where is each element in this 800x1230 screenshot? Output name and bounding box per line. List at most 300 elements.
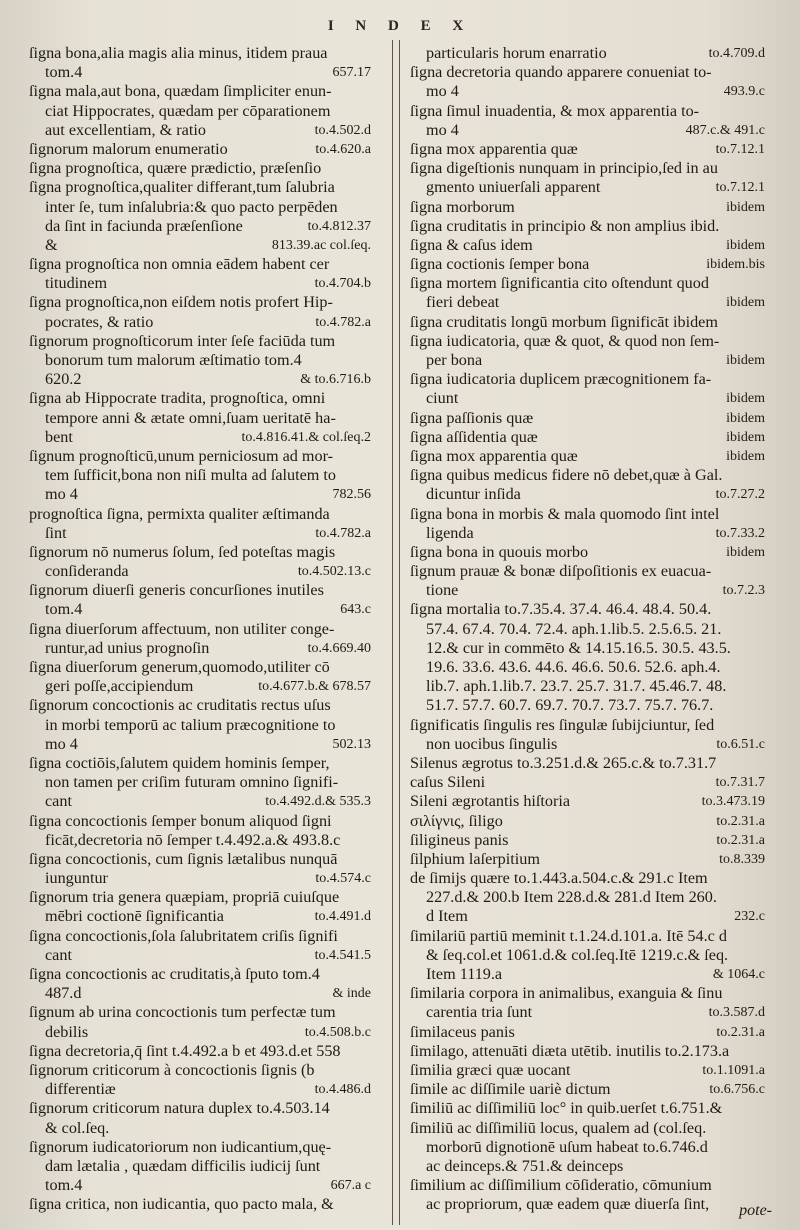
index-entry-line xyxy=(410,447,765,466)
entry-reference: to.4.508.b.c xyxy=(304,1024,371,1040)
entry-reference: to.2.31.a xyxy=(716,813,765,829)
entry-text: ſimiliū ac diſſimiliū locus, qualem ad (col.ſeq. xyxy=(410,1118,707,1137)
entry-reference: to.4.782.a xyxy=(315,525,371,541)
entry-reference: to.7.31.7 xyxy=(715,775,765,791)
index-entry-line xyxy=(29,485,371,504)
entry-text: aut excellentiam, & ratio xyxy=(45,120,206,139)
entry-text: ſigna quibus medicus fidere nō debet,quæ à Gal. xyxy=(410,466,723,485)
entry-reference: to.4.620.a xyxy=(315,141,371,157)
entry-reference: 643.c xyxy=(340,602,371,618)
entry-reference: 487.c.& 491.c xyxy=(685,122,765,138)
entry-reference: ibidem xyxy=(726,448,765,464)
entry-text: cant xyxy=(45,945,72,964)
entry-reference: to.1.1091.a xyxy=(702,1062,765,1078)
entry-reference: 502.13 xyxy=(332,736,371,752)
entry-text: Item 1119.a xyxy=(426,965,503,983)
entry-text: ſigna concoctionis ac cruditatis,à ſputo tom.4 xyxy=(29,965,320,983)
index-entry-line xyxy=(410,505,765,524)
entry-text: morborū dignotionē uſum habeat to.6.746.d xyxy=(426,1137,708,1156)
entry-text: tempore anni & ætate omni,ſuam ueritatē ha- xyxy=(45,408,336,427)
entry-reference: to.7.12.1 xyxy=(715,180,765,196)
index-entry-line xyxy=(29,121,371,140)
index-entry-line xyxy=(29,198,371,217)
entry-reference: 493.9.c xyxy=(723,84,765,100)
entry-reference: to.8.339 xyxy=(719,851,765,867)
index-entry-line xyxy=(410,850,765,869)
entry-text: ſigna prognoſtica,qualiter differant,tum ſalubria xyxy=(29,178,335,197)
entry-text: tom.4 xyxy=(45,1176,83,1195)
entry-reference: to.3.587.d xyxy=(708,1005,765,1021)
index-entry-line xyxy=(29,236,371,255)
index-entry-line xyxy=(410,1157,765,1176)
index-entry-line xyxy=(410,792,765,811)
index-entry-line xyxy=(410,370,765,389)
index-entry-line xyxy=(410,466,765,485)
entry-reference: to.7.27.2 xyxy=(715,487,765,503)
entry-text: ſigna aſſidentia quæ xyxy=(410,427,538,446)
entry-text: ſignorum nō numerus ſolum, ſed poteſtas magis xyxy=(29,542,336,561)
index-entry-line xyxy=(29,255,371,274)
index-entry-line xyxy=(410,82,765,101)
index-entry-line xyxy=(410,773,765,792)
entry-text: ſignorum criticorum à concoctionis ſignis (b xyxy=(29,1060,315,1079)
entry-text: ſiligineus panis xyxy=(410,830,509,849)
entry-reference: & to.6.716.b xyxy=(300,372,371,388)
index-entry-line xyxy=(410,409,765,428)
index-entry-line xyxy=(410,735,765,754)
entry-reference: 813.39.ac col.ſeq. xyxy=(271,237,371,253)
entry-text: prognoſtica ſigna, permixta qualiter æſtimanda xyxy=(29,504,330,523)
index-entry-line xyxy=(410,198,765,217)
entry-text: ſimilariū partiū meminit t.1.24.d.101.a. Itē 54.c d xyxy=(410,926,727,945)
index-entry-line xyxy=(29,1099,371,1118)
entry-text: gmento uniuerſali apparent xyxy=(426,178,601,197)
index-entry-line xyxy=(410,600,765,619)
index-entry-line xyxy=(29,1042,371,1061)
entry-text: ficāt,decretoria nō ſemper t.4.492.a.& 493.8.c xyxy=(45,830,341,849)
index-entry-line xyxy=(29,696,371,715)
entry-text: ac deinceps.& 751.& deinceps xyxy=(426,1156,624,1175)
index-entry-line xyxy=(410,927,765,946)
entry-text: ſigna mox apparentia quæ xyxy=(410,446,578,465)
index-entry-line xyxy=(29,581,371,600)
index-entry-line xyxy=(29,1195,371,1214)
entry-reference: 657.17 xyxy=(332,65,371,81)
entry-text: Sileni ægrotantis hiſtoria xyxy=(410,792,571,811)
entry-text: ſigna concoctionis,ſola ſalubritatem criſis ſignifi xyxy=(29,926,338,945)
entry-text: ſignorum prognoſticorum inter ſeſe faciūda tum xyxy=(29,331,336,350)
entry-text: ſigna coctionis ſemper bona xyxy=(410,255,590,274)
index-entry-line xyxy=(29,984,371,1003)
entry-text: 19.6. 33.6. 43.6. 44.6. 46.6. 50.6. 52.6. aph.4. xyxy=(426,658,721,676)
entry-text: carentia tria ſunt xyxy=(426,1003,533,1022)
index-entry-line xyxy=(29,63,371,82)
index-entry-line xyxy=(410,946,765,965)
entry-text: 620.2 xyxy=(45,370,82,389)
entry-text: conſideranda xyxy=(45,562,129,581)
index-entry-line xyxy=(29,1119,371,1138)
index-entry-line xyxy=(29,792,371,811)
entry-text: ſigna paſſionis quæ xyxy=(410,408,534,427)
index-entry-line xyxy=(410,1119,765,1138)
entry-text: ſignorum malorum enumeratio xyxy=(29,139,228,158)
entry-reference: to.4.574.c xyxy=(315,871,371,887)
entry-text: mo 4 xyxy=(45,485,78,504)
index-entry-line xyxy=(410,716,765,735)
entry-text: ſignum ab urina concoctionis tum perfectæ tum xyxy=(29,1003,336,1022)
index-entry-line xyxy=(410,293,765,312)
entry-text: tem ſufficit,bona non niſi multa ad ſalutem to xyxy=(45,466,337,485)
entry-text: ſigna coctiōis,ſalutem quidem hominis ſemper, xyxy=(29,753,330,772)
index-entry-line xyxy=(410,1099,765,1118)
entry-text: ſigna & caſus idem xyxy=(410,235,533,254)
entry-reference: ibidem.bis xyxy=(706,257,765,273)
entry-text: titudinem xyxy=(45,274,108,293)
entry-reference: to.4.502.d xyxy=(314,122,371,138)
index-entry-line xyxy=(29,82,371,101)
entry-text: 227.d.& 200.b Item 228.d.& 281.d Item 260. xyxy=(426,888,717,907)
index-entry-line xyxy=(410,1042,765,1061)
entry-text: & xyxy=(45,235,58,254)
index-entry-line xyxy=(410,869,765,888)
entry-text: ſimilaceus panis xyxy=(410,1022,515,1041)
index-entry-line xyxy=(29,639,371,658)
entry-reference: to.2.31.a xyxy=(716,1024,765,1040)
entry-text: & col.ſeq. xyxy=(45,1118,110,1137)
index-entry-line xyxy=(29,946,371,965)
entry-text: ſimilia græci quæ uocant xyxy=(410,1060,571,1079)
index-entry-line xyxy=(410,44,765,63)
index-entry-line xyxy=(410,236,765,255)
index-entry-line xyxy=(29,1061,371,1080)
entry-text: ſignum prauæ & bonæ diſpoſitionis ex euacua- xyxy=(410,562,712,581)
entry-text: geri poſſe,accipiendum xyxy=(45,677,194,696)
index-entry-line xyxy=(410,274,765,293)
entry-text: ſigna iudicatoria, quæ & quot, & quod non ſem- xyxy=(410,331,720,350)
entry-reference: to.4.812.37 xyxy=(307,218,371,234)
index-entry-line xyxy=(410,677,765,696)
index-entry-line xyxy=(410,1176,765,1195)
entry-reference: to.4.492.d.& 535.3 xyxy=(265,794,371,810)
index-entry-line xyxy=(29,428,371,447)
index-entry-line xyxy=(410,696,765,715)
entry-text: mo 4 xyxy=(426,120,459,139)
index-entry-line xyxy=(410,255,765,274)
entry-reference: 782.56 xyxy=(332,487,371,503)
entry-text: ſigna iudicatoria duplicem præcognitionem fa- xyxy=(410,370,712,389)
index-entry-line xyxy=(29,524,371,543)
entry-reference: to.4.782.a xyxy=(315,314,371,330)
index-entry-line xyxy=(29,178,371,197)
entry-reference: & 1064.c xyxy=(712,967,765,982)
index-entry-line xyxy=(410,217,765,236)
entry-text: bent xyxy=(45,427,73,446)
entry-reference: to.6.51.c xyxy=(716,736,765,752)
index-entry-line xyxy=(29,831,371,850)
entry-text: particularis horum enarratio xyxy=(426,44,607,62)
index-entry-line xyxy=(410,178,765,197)
entry-text: ſigna mortem ſignificantia cito oſtendunt quod xyxy=(410,274,709,293)
index-entry-line xyxy=(29,140,371,159)
index-entry-line xyxy=(29,332,371,351)
index-entry-line xyxy=(29,1157,371,1176)
entry-reference: to.4.491.d xyxy=(314,909,371,925)
index-entry-line xyxy=(29,1003,371,1022)
index-entry-line xyxy=(29,562,371,581)
entry-reference: ibidem xyxy=(726,429,765,445)
index-entry-line xyxy=(29,351,371,370)
index-entry-line xyxy=(410,140,765,159)
entry-text: non uocibus ſingulis xyxy=(426,734,558,753)
entry-text: ſimilaria corpora in animalibus, exanguia & ſinu xyxy=(410,984,723,1003)
index-entry-line xyxy=(410,313,765,332)
entry-reference: ibidem xyxy=(726,237,765,253)
entry-text: ſigna concoctionis, cum ſignis lætalibus nunquā xyxy=(29,849,338,868)
index-column-left xyxy=(29,44,371,1214)
entry-reference: to.4.669.40 xyxy=(307,640,371,656)
index-entry-line xyxy=(29,313,371,332)
entry-text: caſus Sileni xyxy=(410,773,486,792)
entry-text: ſigna concoctionis ſemper bonum aliquod ſigni xyxy=(29,811,332,830)
entry-reference: to.4.704.b xyxy=(314,276,371,292)
entry-text: da ſint in faciunda præſenſione xyxy=(45,216,243,235)
index-entry-line xyxy=(410,524,765,543)
entry-text: ſimile ac diſſimile uariè dictum xyxy=(410,1080,611,1099)
entry-text: mo 4 xyxy=(426,82,459,101)
index-entry-line xyxy=(29,389,371,408)
entry-text: differentiæ xyxy=(45,1080,116,1099)
index-entry-line xyxy=(29,754,371,773)
entry-text: ſigna bona,alia magis alia minus, itidem praua xyxy=(29,44,328,62)
index-entry-line xyxy=(410,562,765,581)
entry-reference: to.7.12.1 xyxy=(715,141,765,157)
entry-text: ſigna bona in morbis & mala quomodo ſint intel xyxy=(410,504,720,523)
index-entry-line xyxy=(29,159,371,178)
index-entry-line xyxy=(29,907,371,926)
entry-text: 57.4. 67.4. 70.4. 72.4. aph.1.lib.5. 2.5.6.5. 21. xyxy=(426,619,722,638)
entry-text: ſigna prognoſtica,non eiſdem notis profert Hip- xyxy=(29,293,333,312)
entry-reference: to.4.502.13.c xyxy=(297,564,371,580)
entry-text: ſigna mortalia to.7.35.4. 37.4. 46.4. 48.4. 50.4. xyxy=(410,600,712,619)
index-entry-line xyxy=(29,658,371,677)
entry-text: ſigna prognoſtica non omnia eādem habent cer xyxy=(29,255,330,274)
index-entry-line xyxy=(29,543,371,562)
entry-text: debilis xyxy=(45,1022,89,1041)
index-entry-line xyxy=(410,1061,765,1080)
entry-reference: to.4.486.d xyxy=(314,1082,371,1098)
index-entry-line xyxy=(410,984,765,1003)
entry-reference: to.3.473.19 xyxy=(701,794,765,810)
index-entry-line xyxy=(410,1138,765,1157)
entry-text: mo 4 xyxy=(45,734,78,753)
catchword: pote- xyxy=(739,1202,772,1219)
entry-reference: to.4.709.d xyxy=(708,46,765,61)
column-rule xyxy=(399,40,400,1225)
entry-text: ſigna prognoſtica, quære prædictio, præſenſio xyxy=(29,159,322,178)
entry-text: ſigna mala,aut bona, quædam ſimpliciter enun- xyxy=(29,82,332,101)
entry-text: tom.4 xyxy=(45,63,83,82)
index-entry-line xyxy=(410,1023,765,1042)
entry-text: runtur,ad unius prognoſin xyxy=(45,638,210,657)
index-entry-line xyxy=(29,293,371,312)
entry-text: & ſeq.col.et 1061.d.& col.ſeq.Itē 1219.c.& ſeq. xyxy=(426,945,729,964)
index-entry-line xyxy=(410,1003,765,1022)
entry-text: ſigna digeſtionis nunquam in principio,ſed in au xyxy=(410,159,718,178)
entry-text: cant xyxy=(45,792,72,811)
entry-text: 12.& cur in commēto & 14.15.16.5. 30.5. 43.5. xyxy=(426,638,731,657)
entry-text: 487.d xyxy=(45,984,82,1003)
index-entry-line xyxy=(410,63,765,82)
index-entry-line xyxy=(410,428,765,447)
index-entry-line xyxy=(410,1080,765,1099)
entry-text: d Item xyxy=(426,907,468,926)
entry-text: ſignorum concoctionis ac cruditatis rectus uſus xyxy=(29,696,331,715)
index-entry-line xyxy=(410,888,765,907)
entry-text: per bona xyxy=(426,351,483,369)
index-entry-line xyxy=(410,332,765,351)
entry-text: ſignorum criticorum natura duplex to.4.503.14 xyxy=(29,1099,330,1118)
index-entry-line xyxy=(29,600,371,619)
entry-reference: 232.c xyxy=(734,909,765,925)
entry-text: ac propriorum, quæ eadem quæ diuerſa ſint, xyxy=(426,1195,710,1214)
entry-text: ſignorum tria genera quæpiam, propriā cuiuſque xyxy=(29,888,340,907)
entry-reference: to.2.31.a xyxy=(716,832,765,848)
index-entry-line xyxy=(410,121,765,140)
index-entry-line xyxy=(29,1023,371,1042)
entry-text: tom.4 xyxy=(45,600,83,619)
entry-text: mēbri coctionē ſignificantia xyxy=(45,907,224,926)
index-entry-line xyxy=(410,812,765,831)
entry-text: σιλίγνις, ſiligo xyxy=(410,811,503,830)
index-entry-line xyxy=(29,1176,371,1195)
entry-text: ſignorum diuerſi generis concurſiones inutiles xyxy=(29,581,324,600)
entry-text: ciat Hippocrates, quædam per cōparationem xyxy=(45,101,331,120)
entry-text: ſigna ab Hippocrate tradita, prognoſtica, omni xyxy=(29,389,326,408)
entry-text: de ſimijs quære to.1.443.a.504.c.& 291.c Item xyxy=(410,869,708,888)
entry-text: inter ſe, tum inſalubria:& quo pacto perpēden xyxy=(45,197,338,216)
entry-text: iunguntur xyxy=(45,869,108,888)
entry-reference: to.4.677.b.& 678.57 xyxy=(258,679,371,695)
index-entry-line xyxy=(29,102,371,121)
entry-text: ſimilago, attenuāti diæta utētib. inutilis to.2.173.a xyxy=(410,1041,730,1060)
entry-text: non tamen per criſim futuram omnino ſignifi- xyxy=(45,773,339,792)
entry-text: Silenus ægrotus to.3.251.d.& 265.c.& to.7.31.7 xyxy=(410,753,717,772)
index-entry-line xyxy=(29,735,371,754)
entry-text: ſigna diuerſorum generum,quomodo,utiliter cō xyxy=(29,658,330,676)
index-entry-line xyxy=(29,409,371,428)
entry-text: 51.7. 57.7. 60.7. 69.7. 70.7. 73.7. 75.7. 76.7. xyxy=(426,696,714,715)
entry-text: ſigna decretoria quando apparere conueniat to- xyxy=(410,63,712,82)
entry-text: ſigna decretoria,q̄ ſint t.4.492.a b et 493.d.et 558 xyxy=(29,1041,341,1060)
index-entry-line xyxy=(410,754,765,773)
index-entry-line xyxy=(29,812,371,831)
entry-text: ſigna critica, non iudicantia, quo pacto mala, & xyxy=(29,1195,334,1214)
index-entry-line xyxy=(29,773,371,792)
index-entry-line xyxy=(29,370,371,389)
entry-text: ligenda xyxy=(426,523,474,542)
column-rule xyxy=(392,40,393,1225)
entry-text: ſigna cruditatis in principio & non amplius ibid. xyxy=(410,216,720,235)
entry-text: lib.7. aph.1.lib.7. 23.7. 25.7. 31.7. 45.46.7. 48. xyxy=(426,677,727,696)
index-entry-line xyxy=(410,639,765,658)
entry-text: ſimilium ac diſſimilium cōſideratio, cōmunium xyxy=(410,1176,712,1195)
index-entry-line xyxy=(410,351,765,370)
index-entry-line xyxy=(29,274,371,293)
index-entry-line xyxy=(29,447,371,466)
index-entry-line xyxy=(29,869,371,888)
index-entry-line xyxy=(29,965,371,984)
entry-text: dicuntur inſida xyxy=(426,485,521,504)
entry-reference: ibidem xyxy=(726,353,765,368)
entry-text: ſimiliū ac diſſimiliū loc° in quib.uerſet t.6.751.& xyxy=(410,1099,723,1118)
entry-text: ſint xyxy=(45,523,67,542)
entry-text: ſigna cruditatis longū morbum ſignificāt ibidem xyxy=(410,312,718,331)
entry-text: bonorum tum malorum æſtimatio tom.4 xyxy=(45,351,302,369)
entry-reference: ibidem xyxy=(726,544,765,560)
index-entry-line xyxy=(29,927,371,946)
running-head: I N D E X xyxy=(327,18,473,34)
entry-text: tione xyxy=(426,581,459,600)
entry-text: ſilphium laſerpitium xyxy=(410,849,540,868)
index-entry-line xyxy=(410,658,765,677)
index-entry-line xyxy=(29,44,371,63)
entry-text: in morbi temporū ac talium præcognitione to xyxy=(45,715,336,734)
entry-reference: to.6.756.c xyxy=(709,1082,765,1098)
entry-reference: ibidem xyxy=(726,295,765,311)
entry-text: ſignificatis ſingulis res ſingulæ ſubijciuntur, ſed xyxy=(410,715,715,734)
index-entry-line xyxy=(29,620,371,639)
entry-text: fieri debeat xyxy=(426,293,500,312)
index-entry-line xyxy=(29,850,371,869)
entry-text: ſigna morborum xyxy=(410,197,515,216)
index-entry-line xyxy=(410,907,765,926)
entry-text: dam lætalia , quædam difficilis iudicij ſunt xyxy=(45,1156,321,1175)
entry-reference: ibidem xyxy=(726,410,765,426)
index-entry-line xyxy=(29,716,371,735)
entry-reference: & inde xyxy=(332,986,371,1002)
entry-reference: to.4.816.41.& col.ſeq.2 xyxy=(241,429,371,445)
index-entry-line xyxy=(410,965,765,984)
index-entry-line xyxy=(29,1080,371,1099)
index-entry-line xyxy=(410,543,765,562)
index-entry-line xyxy=(410,389,765,408)
index-entry-line xyxy=(410,102,765,121)
index-entry-line xyxy=(29,505,371,524)
index-entry-line xyxy=(410,581,765,600)
entry-text: ſigna bona in quouis morbo xyxy=(410,542,589,561)
entry-reference: to.7.33.2 xyxy=(715,525,765,541)
entry-text: ſigna mox apparentia quæ xyxy=(410,139,578,158)
entry-text: pocrates, & ratio xyxy=(45,312,154,331)
index-entry-line xyxy=(29,1138,371,1157)
index-entry-line xyxy=(410,620,765,639)
index-entry-line xyxy=(410,485,765,504)
entry-text: ſignorum iudicatoriorum non iudicantium,quę- xyxy=(29,1137,332,1156)
entry-text: ſigna ſimul inuadentia, & mox apparentia to- xyxy=(410,101,700,120)
index-entry-line xyxy=(29,466,371,485)
entry-reference: 667.a c xyxy=(330,1178,371,1194)
index-entry-line xyxy=(410,1195,765,1214)
index-entry-line xyxy=(410,831,765,850)
entry-text: ciunt xyxy=(426,389,459,408)
entry-text: ſignum prognoſticū,unum perniciosum ad mor- xyxy=(29,446,334,465)
index-entry-line xyxy=(29,677,371,696)
entry-reference: to.4.541.5 xyxy=(314,947,371,963)
index-column-right xyxy=(410,44,765,1214)
entry-reference: ibidem xyxy=(726,199,765,215)
entry-reference: to.7.2.3 xyxy=(722,583,765,599)
index-entry-line xyxy=(29,217,371,236)
